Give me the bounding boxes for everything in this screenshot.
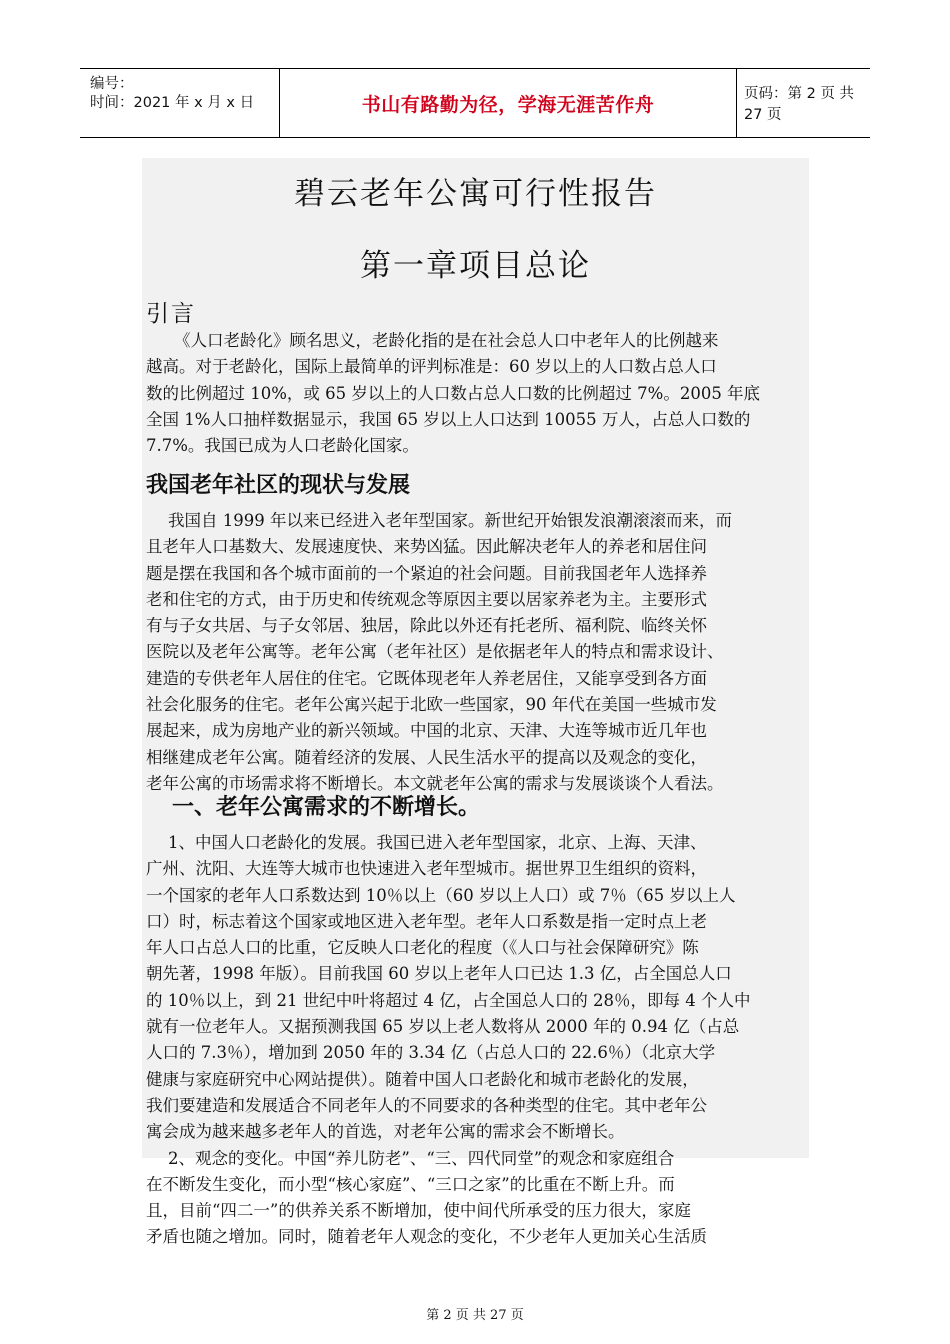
section2-line: 健康与家庭研究中心网站提供）。随着中国人口老龄化和城市老龄化的发展， [146,1069,699,1089]
section2-line: 2、观念的变化。中国“养儿防老”、“三、四代同堂”的观念和家庭组合 [168,1148,675,1168]
intro-heading: 引言 [146,301,196,327]
section2-line: 年人口占总人口的比重，它反映人口老化的程度（《人口与社会保障研究》陈 [146,938,699,958]
document-number-label: 编号： [90,76,134,92]
page-footer: 第 2 页 共 27 页 [426,1308,524,1323]
section2-line: 1、中国人口老龄化的发展。我国已进入老年型国家，北京、上海、天津、 [168,833,707,852]
section1-line: 题是摆在我国和各个城市面前的一个紧迫的社会问题。目前我国老年人选择养 [146,563,707,583]
section1-line: 相继建成老年公寓。随着经济的发展、人民生活水平的提高以及观念的变化， [146,747,707,767]
section2-line: 朝先著，1998 年版）。目前我国 60 岁以上老年人口已达 1.3 亿，占全国总人口 [146,964,732,984]
intro-line: 越高。对于老龄化，国际上最简单的评判标准是：60 岁以上的人口数占总人口 [146,357,717,377]
document-time-label: 时间：2021 年 x 月 x 日 [90,95,255,111]
section-heading: 我国老年社区的现状与发展 [146,473,411,498]
header-motto: 书山有路勤为径，学海无涯苦作舟 [280,69,737,137]
chapter-title: 第一章项目总论 [360,248,591,284]
section2-line: 广州、沈阳、大连等大城市也快速进入老年型城市。据世界卫生组织的资料， [146,859,707,879]
header-meta-cell [80,69,280,137]
section1-line: 社会化服务的住宅。老年公寓兴起于北欧一些国家，90 年代在美国一些城市发 [146,695,717,715]
section1-line: 且老年人口基数大、发展速度快、来势凶猛。因此解决老年人的养老和居住问 [146,537,707,557]
section2-line: 就有一位老年人。又据预测我国 65 岁以上老人数将从 2000 年的 0.94 亿（占总 [146,1017,740,1037]
intro-line: 《人口老龄化》顾名思义，老龄化指的是在社会总人口中老年人的比例越来 [174,331,719,350]
section2-line: 我们要建造和发展适合不同老年人的不同要求的各种类型的住宅。其中老年公 [146,1095,707,1115]
section1-line: 有与子女共居、与子女邻居、独居，除此以外还有托老所、福利院、临终关怀 [146,616,707,636]
document-title: 碧云老年公寓可行性报告 [294,176,657,212]
section2-paragraph [146,830,808,1251]
section1-paragraph [146,508,808,797]
section1-line: 医院以及老年公寓等。老年公寓（老年社区）是依据老年人的特点和需求设计、 [146,642,724,662]
section1-line: 老和住宅的方式，由于历史和传统观念等原因主要以居家养老为主。主要形式 [146,589,707,609]
section1-line: 展起来，成为房地产业的新兴领域。中国的北京、天津、大连等城市近几年也 [146,721,707,741]
section-heading: 一、老年公寓需求的不断增长。 [172,795,481,820]
section1-line: 老年公寓的市场需求将不断增长。本文就老年公寓的需求与发展谈谈个人看法。 [146,773,724,793]
header-page-info: 页码：第 2 页 共 27 页 [744,86,855,123]
section2-line: 在不断发生变化，而小型“核心家庭”、“三口之家”的比重在不断上升。而 [146,1174,675,1194]
section2-line: 且，目前“四二一”的供养关系不断增加，使中间代所承受的压力很大，家庭 [146,1201,691,1221]
section1-line: 建造的专供老年人居住的住宅。它既体现老年人养老居住，又能享受到各方面 [146,668,707,688]
section2-line: 一个国家的老年人口系数达到 10％以上（60 岁以上人口）或 7％（65 岁以上人 [146,885,736,905]
section2-line: 矛盾也随之增加。同时，随着老年人观念的变化，不少老年人更加关心生活质 [146,1227,707,1247]
intro-line: 全国 1%人口抽样数据显示，我国 65 岁以上人口达到 10055 万人，占总人口数的 [146,409,751,429]
section2-line: 口）时，标志着这个国家或地区进入老年型。老年人口系数是指一定时点上老 [146,911,707,931]
section2-line: 的 10％以上，到 21 世纪中叶将超过 4 亿，占全国总人口的 28％，即每 4 个人中 [146,990,751,1010]
page-header [80,68,870,138]
section2-line: 人口的 7.3％），增加到 2050 年的 3.34 亿（占总人口的 22.6％）（北京大学 [146,1043,716,1063]
section2-line: 寓会成为越来越多老年人的首选，对老年公寓的需求会不断增长。 [146,1122,625,1142]
section1-line: 我国自 1999 年以来已经进入老年型国家。新世纪开始银发浪潮滚滚而来，而 [168,511,732,530]
intro-line: 数的比例超过 10%，或 65 岁以上的人口数占总人口数的比例超过 7%。2005 年底 [146,383,761,403]
intro-line: 7.7%。我国已成为人口老龄化国家。 [146,436,419,456]
intro-paragraph [146,328,808,459]
